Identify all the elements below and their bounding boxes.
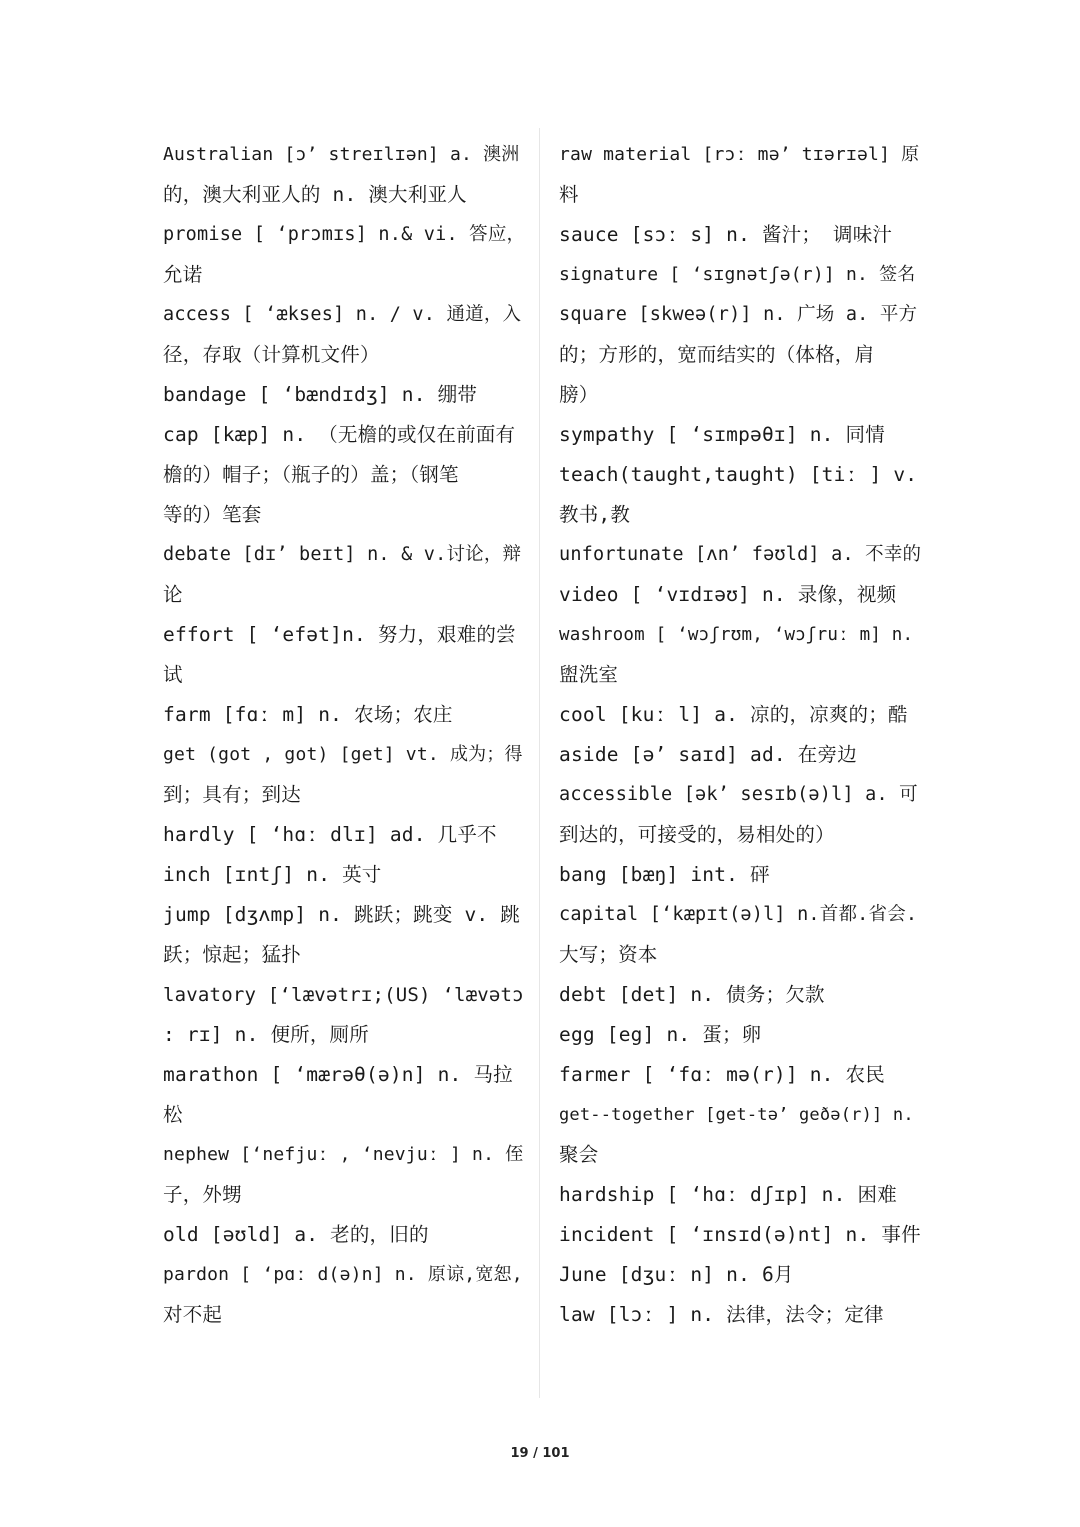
vocab-line: 料 xyxy=(559,183,579,206)
vocab-line: washroom [ ‘wɔʃrʊm, ‘wɔʃruː m] n. xyxy=(559,625,914,645)
vocab-line: hardship [ ‘hɑː dʃɪp] n. 困难 xyxy=(559,1183,897,1206)
column-divider xyxy=(539,128,540,1398)
vocab-line: cool [kuː l] a. 凉的，凉爽的；酷 xyxy=(559,703,908,726)
vocab-line: bang [bæŋ] int. 砰 xyxy=(559,863,770,886)
vocab-line: incident [ ‘ɪnsɪd(ə)nt] n. 事件 xyxy=(559,1223,921,1246)
vocab-line: hardly [ ‘hɑː dlɪ] ad. 几乎不 xyxy=(163,823,497,846)
vocab-line: get--together [get-tə’ geðə(r)] n. xyxy=(559,1105,914,1125)
vocab-line: farmer [ ‘fɑː mə(r)] n. 农民 xyxy=(559,1063,885,1086)
vocab-line: aside [ə’ saɪd] ad. 在旁边 xyxy=(559,743,857,766)
vocab-line: sympathy [ ‘sɪmpəθɪ] n. 同情 xyxy=(559,423,885,446)
vocab-line: 大写；资本 xyxy=(559,943,658,966)
vocab-line: 松 xyxy=(163,1103,183,1126)
vocab-line: 等的）笔套 xyxy=(163,503,262,526)
vocab-line: 试 xyxy=(163,663,183,686)
vocab-line: lavatory [‘lævətrɪ;(US) ‘lævətɔ xyxy=(163,984,524,1006)
vocab-line: accessible [ək’ sesɪb(ə)l] a. 可 xyxy=(559,784,918,805)
vocab-line: 子，外甥 xyxy=(163,1183,242,1206)
vocab-line: 膀） xyxy=(559,383,599,406)
vocab-line: : rɪ] n. 便所，厕所 xyxy=(163,1023,369,1046)
vocab-line: egg [eg] n. 蛋；卵 xyxy=(559,1023,762,1046)
vocab-line: marathon [ ‘mærəθ(ə)n] n. 马拉 xyxy=(163,1063,513,1086)
page-number: 19 / 101 xyxy=(510,1446,570,1461)
vocab-line: debate [dɪ’ beɪt] n. & v.讨论，辩 xyxy=(163,544,522,565)
vocab-line: Australian [ɔ’ streɪlɪən] a. 澳洲 xyxy=(163,144,520,165)
vocab-line: June [dʒuː n] n. 6月 xyxy=(559,1263,794,1286)
vocab-line: jump [dʒʌmp] n. 跳跃；跳变 v. 跳 xyxy=(163,903,520,926)
vocab-line: 檐的）帽子；（瓶子的）盖；（钢笔 xyxy=(163,463,459,486)
vocab-line: 对不起 xyxy=(163,1303,223,1326)
vocab-line: effort [ ‘efət]n. 努力，艰难的尝 xyxy=(163,623,516,646)
vocab-line: signature [ ‘sɪgnətʃə(r)] n. 签名 xyxy=(559,264,916,285)
vocab-line: get (got , got) [get] vt. 成为；得 xyxy=(163,744,523,765)
vocab-line: pardon [ ‘pɑː d(ə)n] n. 原谅,宽恕, xyxy=(163,1264,523,1285)
vocab-line: cap [kæp] n. （无檐的或仅在前面有 xyxy=(163,423,516,446)
vocab-line: 到达的，可接受的，易相处的） xyxy=(559,823,835,846)
vocab-line: bandage [ ‘bændɪdʒ] n. 绷带 xyxy=(163,383,478,406)
vocab-line: 聚会 xyxy=(559,1143,599,1166)
vocab-line: 论 xyxy=(163,583,183,606)
right-column xyxy=(559,135,921,1335)
vocab-line: law [lɔː ] n. 法律，法令；定律 xyxy=(559,1303,884,1326)
vocab-line: 的，澳大利亚人的 n. 澳大利亚人 xyxy=(163,183,467,206)
vocab-line: 允诺 xyxy=(163,263,203,286)
vocab-line: promise [ ‘prɔmɪs] n.& vi. 答应， xyxy=(163,224,525,245)
vocab-line: teach(taught,taught) [tiː ] v. xyxy=(559,463,918,486)
vocab-line: debt [det] n. 债务；欠款 xyxy=(559,983,825,1006)
vocab-line: inch [ɪntʃ] n. 英寸 xyxy=(163,863,382,886)
vocab-line: video [ ‘vɪdɪəʊ] n. 录像，视频 xyxy=(559,583,897,606)
left-column xyxy=(163,135,525,1335)
vocab-line: 盥洗室 xyxy=(559,663,619,686)
vocab-line: farm [fɑː m] n. 农场；农庄 xyxy=(163,703,453,726)
vocab-line: 的；方形的，宽而结实的（体格，肩 xyxy=(559,343,875,366)
vocab-line: 径，存取（计算机文件） xyxy=(163,343,380,366)
vocab-line: raw material [rɔː mə’ tɪərɪəl] 原 xyxy=(559,144,920,165)
vocab-line: square [skweə(r)] n. 广场 a. 平方 xyxy=(559,304,918,325)
vocab-line: 教书,教 xyxy=(559,503,631,526)
vocab-line: capital [‘kæpɪt(ə)l] n.首都.省会. xyxy=(559,904,918,925)
vocab-line: sauce [sɔː s] n. 酱汁； 调味汁 xyxy=(559,223,893,246)
vocab-line: old [əʊld] a. 老的，旧的 xyxy=(163,1223,429,1246)
vocab-line: 到；具有；到达 xyxy=(163,783,301,806)
vocab-line: 跃；惊起；猛扑 xyxy=(163,943,301,966)
vocab-line: unfortunate [ʌn’ fəʊld] a. 不幸的 xyxy=(559,544,921,565)
vocab-line: nephew [‘nefjuː , ‘nevjuː ] n. 侄 xyxy=(163,1144,524,1165)
vocab-line: access [ ‘ækses] n. / v. 通道，入 xyxy=(163,304,522,325)
